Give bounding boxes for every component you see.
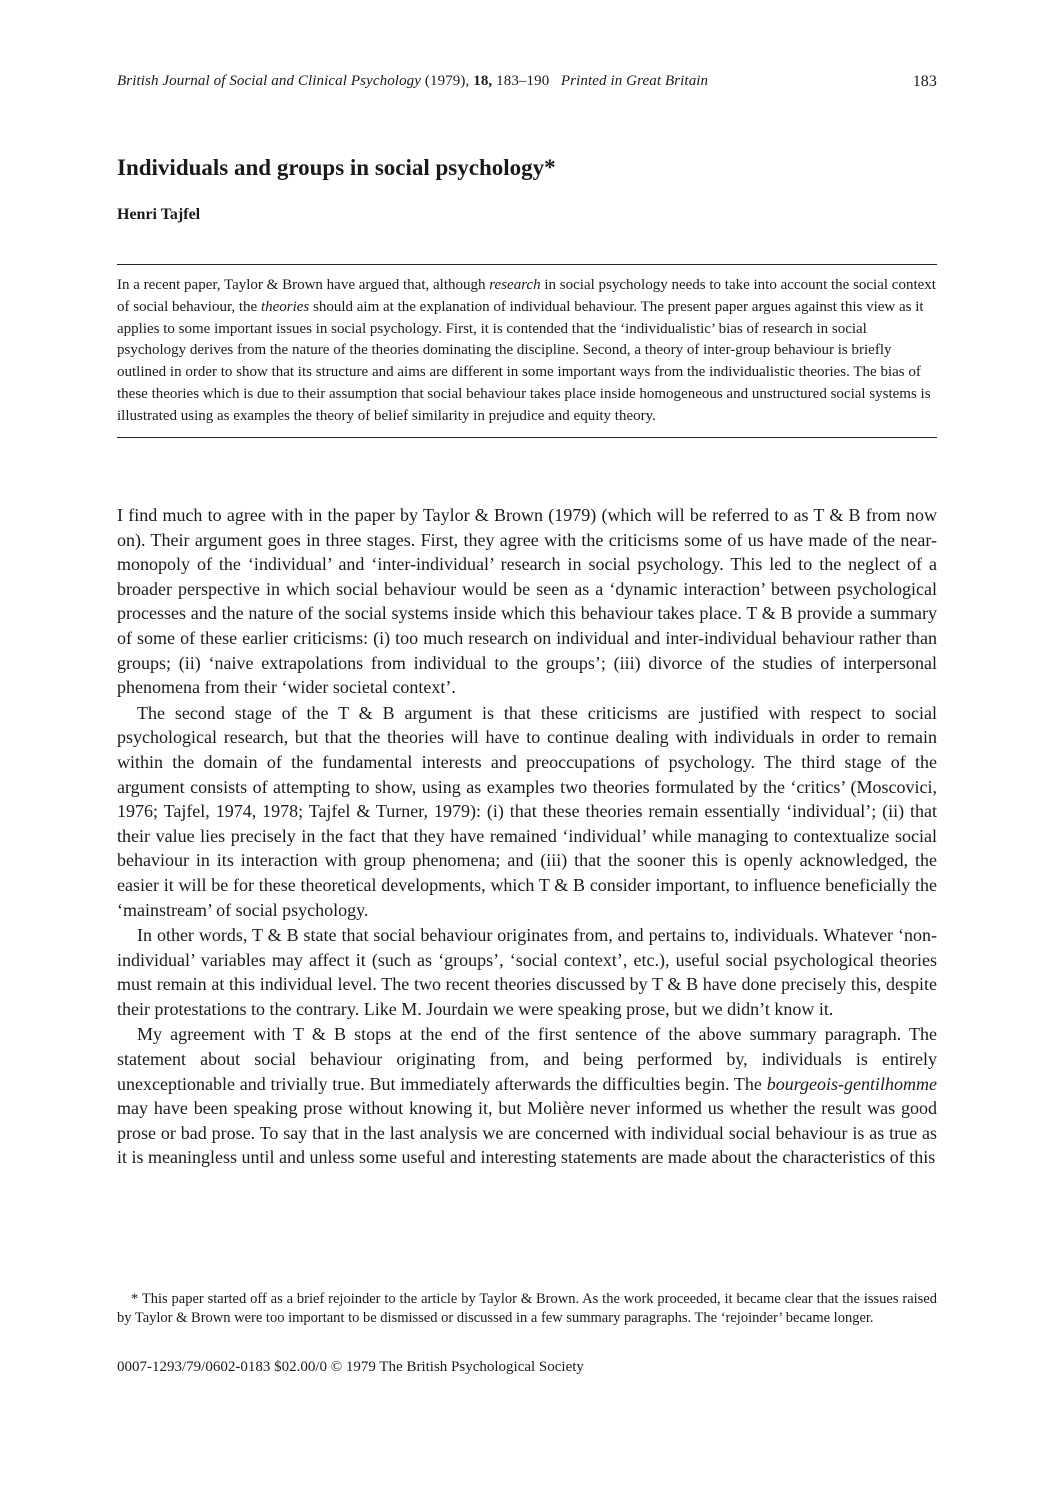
article-author: Henri Tajfel bbox=[117, 206, 201, 223]
article-body bbox=[117, 503, 937, 1170]
abstract-emphasis-theories: theories bbox=[260, 298, 310, 315]
abstract-text bbox=[117, 275, 937, 428]
article-title: Individuals and groups in social psychology* bbox=[117, 155, 556, 180]
abstract-segment: in social psychology needs to take into account the social context of social behaviour, the bbox=[117, 277, 936, 315]
printed-note: Printed in Great Britain bbox=[560, 73, 709, 89]
journal-year: (1979), bbox=[424, 73, 470, 89]
body-segment: My agreement with T & B stops at the end of the first sentence of the above summary paragraph. The statement about social behaviour originating from, and being performed by, individuals is entirely unexceptionable and trivially true. But immediately afterwards the difficulties begin. The bbox=[117, 1024, 937, 1094]
body-emphasis: bourgeois-gentilhomme bbox=[766, 1073, 937, 1094]
abstract-segment: In a recent paper, Taylor & Brown have argued that, although bbox=[117, 277, 490, 293]
body-paragraph-3: In other words, T & B state that social behaviour originates from, and pertains to, individuals. Whatever ‘non-individual’ variables may affect it (such as ‘groups’, ‘social context’, etc.), useful social psychological theories must remain at this individual level. The two recent theories discussed by T & B have done precisely this, despite their protestations to the contrary. Like M. Jourdain we were speaking prose, but we didn’t know it. bbox=[117, 925, 937, 1019]
footnote: * This paper started off as a brief rejoinder to the article by Taylor & Brown. As the work proceeded, it became clear that the issues raised by Taylor & Brown were too important to be dismissed or discussed in a few summary paragraphs. The ‘rejoinder’ became longer. bbox=[117, 1291, 937, 1326]
abstract-emphasis-research: research bbox=[489, 277, 541, 293]
body-paragraph-1: I find much to agree with in the paper by Taylor & Brown (1979) (which will be referred to as T & B from now on). Their argument goes in three stages. First, they agree with the criticisms some of us have made of the near-monopoly of the ‘individual’ and ‘inter-individual’ research in social psychology. This led to the neglect of a broader perspective in which social behaviour would be seen as a ‘dynamic interaction’ between psychological processes and the nature of the social systems inside which this behaviour takes place. T & B provide a summary of some of these earlier criticisms: (i) too much research on individual and inter-individual behaviour rather than groups; (ii) ‘naive extrapolations from individual to the groups’; (iii) divorce of the studies of interpersonal phenomena from their ‘wider societal context’. bbox=[117, 505, 937, 698]
running-header bbox=[117, 73, 937, 90]
journal-volume: 18, bbox=[473, 73, 493, 89]
body-paragraph-4 bbox=[117, 1022, 937, 1170]
body-segment: may have been speaking prose without knowing it, but Molière never informed us whether the result was good prose or bad prose. To say that in the last analysis we are concerned with individual social behaviour is as true as it is meaningless until and unless some useful and interesting statements are made about the characteristics of this bbox=[117, 1098, 937, 1168]
page-number: 183 bbox=[912, 73, 937, 90]
body-paragraph-2: The second stage of the T & B argument is that these criticisms are justified with respect to social psychological research, but that the theories will have to continue dealing with individuals in order to remain within the domain of the fundamental interests and preoccupations of psychology. The third stage of the argument consists of attempting to show, using as examples two theories formulated by the ‘critics’ (Moscovici, 1976; Tajfel, 1974, 1978; Tajfel & Turner, 1979): (i) that these theories remain essentially ‘individual’; (ii) that their value lies precisely in the fact that they have remained ‘individual’ while managing to contextualize social behaviour in its interaction with group phenomena; and (iii) that the sooner this is openly acknowledged, the easier it will be for these theoretical developments, which T & B consider important, to influence beneficially the ‘mainstream’ of social psychology. bbox=[117, 702, 937, 920]
journal-name: British Journal of Social and Clinical Psychology bbox=[117, 73, 422, 89]
copyright-line: 0007-1293/79/0602-0183 $02.00/0 © 1979 The British Psychological Society bbox=[117, 1359, 584, 1375]
abstract bbox=[117, 264, 937, 438]
journal-pages: 183–190 bbox=[496, 73, 550, 89]
abstract-segment: should aim at the explanation of individual behaviour. The present paper argues against this view as it applies to some important issues in social psychology. First, it is contended that the ‘individualistic’ bias of research in social psychology derives from the nature of the theories dominating the discipline. Second, a theory of inter-group behaviour is briefly outlined in order to show that its structure and aims are different in some important ways from the individualistic theories. The bias of these theories which is due to their assumption that social behaviour takes place inside homogeneous and unstructured social systems is illustrated using as examples the theory of belief similarity in prejudice and equity theory. bbox=[117, 298, 931, 424]
